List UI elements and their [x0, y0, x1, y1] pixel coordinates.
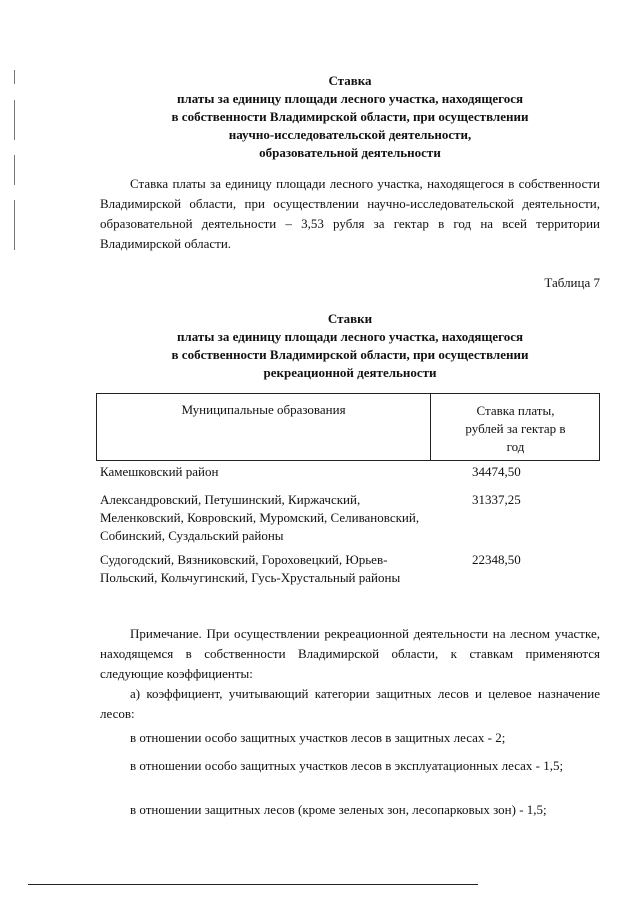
header-rate-line: Ставка платы,	[476, 403, 555, 418]
heading-line: платы за единицу площади лесного участка, находящегося	[176, 329, 524, 344]
heading-line: в собственности Владимирской области, при осуществлении	[171, 109, 529, 124]
note-line-1: в отношении особо защитных участков лесов в защитных лесах - 2;	[130, 730, 506, 745]
heading-line: образовательной деятельности	[259, 145, 441, 160]
section1-paragraph: Ставка платы за единицу площади лесного участка, находящегося в собственности Владимирской области, при осуществлении научно-исследовательской деятельности, образовательной деятельности – 3,53 рубля за гектар в год на всей территории Владимирской области.	[100, 176, 600, 251]
footer-rule	[28, 884, 478, 885]
row-name: Судогодский, Вязниковский, Гороховецкий, Юрьев-Польский, Кольчугинский, Гусь-Хрустальный районы	[100, 552, 401, 585]
heading-line: в собственности Владимирской области, при осуществлении	[171, 347, 529, 362]
row-name: Камешковский район	[100, 464, 219, 479]
row-name: Александровский, Петушинский, Киржачский, Меленковский, Ковровский, Муромский, Селивановский, Собинский, Суздальский районы	[100, 492, 420, 543]
header-rate-line: год	[506, 439, 525, 454]
heading-line: Ставки	[327, 311, 373, 326]
rates-table	[96, 393, 600, 585]
section1-heading	[100, 72, 600, 162]
note-line-3: в отношении защитных лесов (кроме зеленых зон, лесопарковых зон) - 1,5;	[130, 802, 547, 817]
heading-line: рекреационной деятельности	[263, 365, 437, 380]
binding-margin-marks	[14, 70, 16, 270]
row-rate: 22348,50	[472, 552, 521, 567]
header-municipalities: Муниципальные образования	[97, 394, 431, 460]
note-item-a: а) коэффициент, учитывающий категории защитных лесов и целевое назначение лесов:	[100, 686, 600, 721]
row-rate: 31337,25	[472, 492, 521, 507]
table-header	[96, 393, 600, 461]
heading-line: Ставка	[328, 73, 372, 88]
row-rate: 34474,50	[472, 464, 521, 479]
section2-heading	[100, 310, 600, 382]
table-label: Таблица 7	[544, 275, 600, 290]
heading-line: платы за единицу площади лесного участка, находящегося	[176, 91, 524, 106]
header-rate	[432, 394, 599, 456]
heading-line: научно-исследовательской деятельности,	[228, 127, 472, 142]
note-line-2: в отношении особо защитных участков лесов в эксплуатационных лесах - 1,5;	[130, 758, 564, 773]
note-intro: Примечание. При осуществлении рекреационной деятельности на лесном участке, находящемся в собственности Владимирской области, к ставкам применяются следующие коэффициенты:	[100, 626, 600, 681]
header-rate-line: рублей за гектар в	[465, 421, 566, 436]
